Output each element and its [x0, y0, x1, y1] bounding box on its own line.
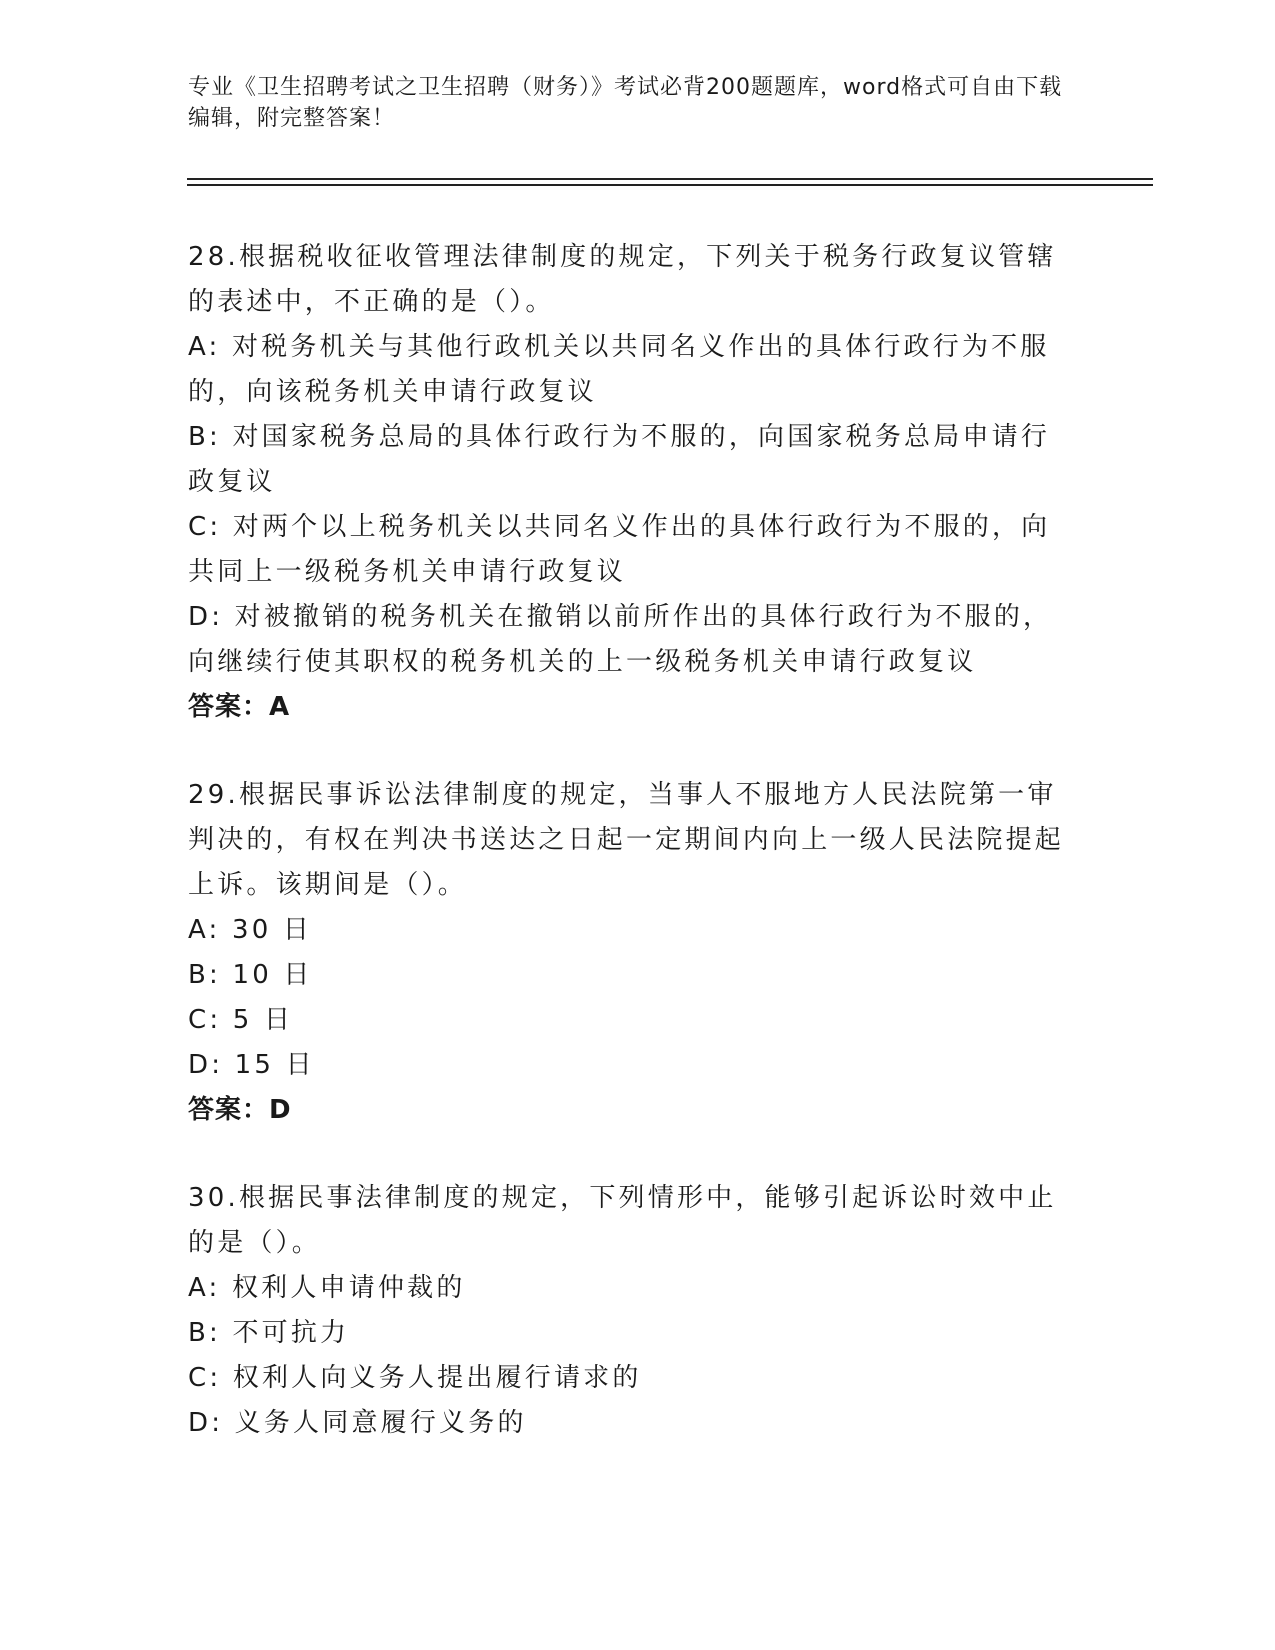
- option-c: C: 5 日: [188, 1005, 294, 1035]
- option-b: B: 10 日: [188, 960, 313, 990]
- answer: 答案：A: [188, 692, 291, 722]
- option-a: A: 30 日: [188, 915, 313, 945]
- question-28: [188, 235, 1068, 730]
- question-29: [188, 773, 1068, 1133]
- document-header: 专业《卫生招聘考试之卫生招聘（财务）》考试必背200题题库，word格式可自由下载编辑，附完整答案！: [188, 75, 1063, 131]
- option-a: A: 权利人申请仲裁的: [188, 1273, 466, 1303]
- option-d: D: 15 日: [188, 1050, 315, 1080]
- question-30: [188, 1176, 1068, 1446]
- header-divider-bottom: [187, 184, 1153, 186]
- question-text: 30.根据民事法律制度的规定，下列情形中，能够引起诉讼时效中止的是（）。: [188, 1183, 1057, 1258]
- question-text: 28.根据税收征收管理法律制度的规定，下列关于税务行政复议管辖的表述中，不正确的是（）。: [188, 242, 1057, 317]
- option-d: D: 义务人同意履行义务的: [188, 1408, 527, 1438]
- header-divider-top: [187, 178, 1153, 180]
- option-a: A: 对税务机关与其他行政机关以共同名义作出的具体行政行为不服的，向该税务机关申请行政复议: [188, 332, 1050, 407]
- question-list: [188, 235, 1068, 1446]
- question-text: 29.根据民事诉讼法律制度的规定，当事人不服地方人民法院第一审判决的，有权在判决书送达之日起一定期间内向上一级人民法院提起上诉。该期间是（）。: [188, 780, 1065, 900]
- option-c: C: 权利人向义务人提出履行请求的: [188, 1363, 642, 1393]
- option-c: C: 对两个以上税务机关以共同名义作出的具体行政行为不服的，向共同上一级税务机关申请行政复议: [188, 512, 1051, 587]
- option-b: B: 不可抗力: [188, 1318, 350, 1348]
- answer: 答案：D: [188, 1095, 292, 1125]
- option-d: D: 对被撤销的税务机关在撤销以前所作出的具体行政行为不服的，向继续行使其职权的税务机关的上一级税务机关申请行政复议: [188, 602, 1053, 677]
- option-b: B: 对国家税务总局的具体行政行为不服的，向国家税务总局申请行政复议: [188, 422, 1051, 497]
